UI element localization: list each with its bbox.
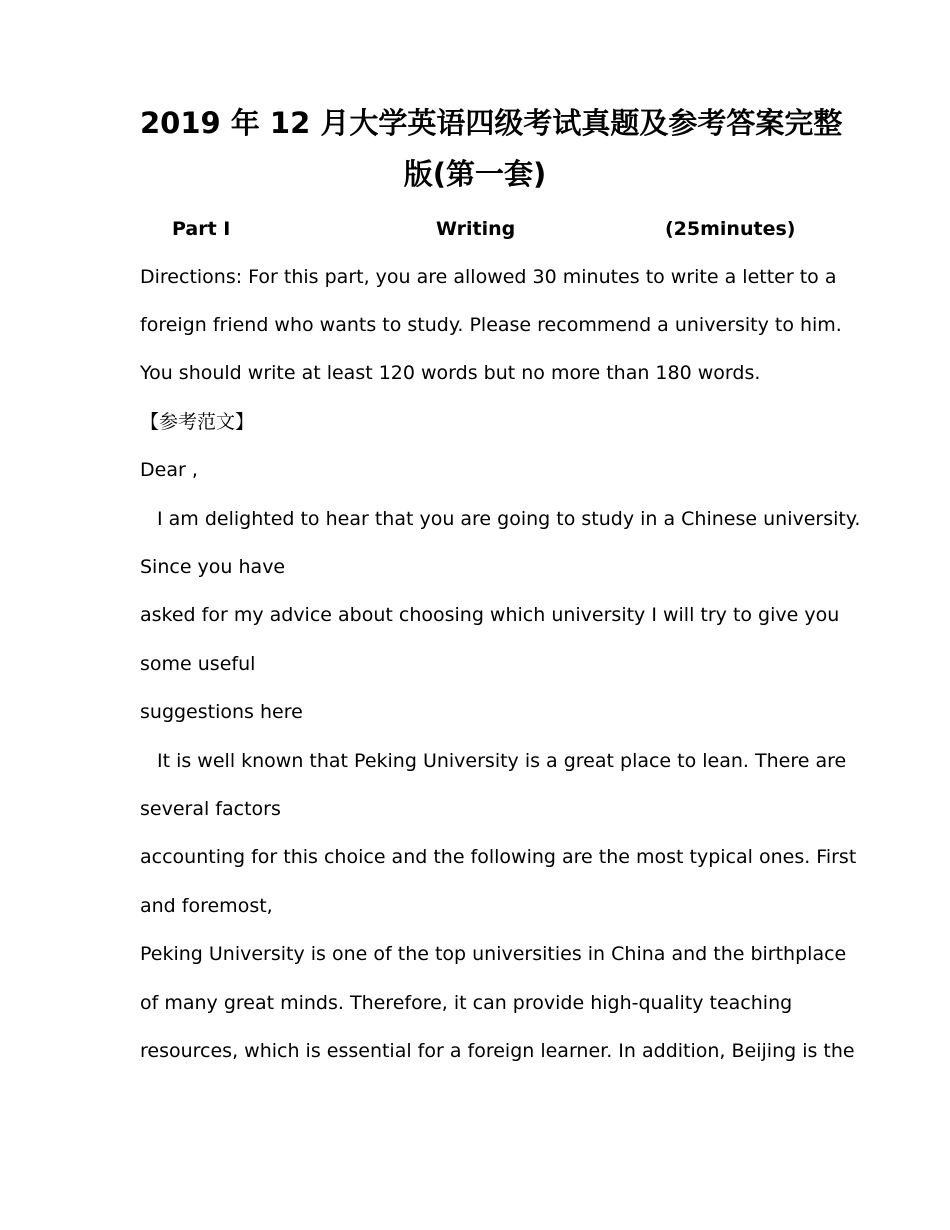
essay-line: accounting for this choice and the following are the most typical ones. First	[140, 846, 857, 868]
directions-line: Directions: For this part, you are allowed 30 minutes to write a letter to a	[140, 266, 837, 288]
part-time-limit: (25minutes)	[665, 218, 796, 240]
essay-line: and foremost,	[140, 895, 273, 917]
essay-line: several factors	[140, 798, 281, 820]
essay-line: asked for my advice about choosing which university I will try to give you	[140, 604, 840, 626]
part-number: Part I	[172, 218, 231, 240]
part-header	[0, 214, 950, 244]
essay-line: some useful	[140, 653, 256, 675]
essay-line: Peking University is one of the top universities in China and the birthplace	[140, 943, 847, 965]
essay-line: Since you have	[140, 556, 286, 578]
essay-line: I am delighted to hear that you are going to study in a Chinese university.	[157, 508, 861, 530]
essay-line: suggestions here	[140, 701, 303, 723]
directions-line: foreign friend who wants to study. Please recommend a university to him.	[140, 314, 842, 336]
part-name: Writing	[436, 218, 516, 240]
letter-salutation: Dear ,	[140, 459, 198, 481]
sample-essay-heading: 【参考范文】	[140, 411, 255, 433]
essay-line: of many great minds. Therefore, it can provide high-quality teaching	[140, 992, 793, 1014]
document-title-line-1: 2019 年 12 月大学英语四级考试真题及参考答案完整	[140, 106, 843, 140]
document-title-line-2: 版(第一套)	[403, 157, 547, 191]
essay-line: It is well known that Peking University is a great place to lean. There are	[157, 750, 847, 772]
essay-line: resources, which is essential for a foreign learner. In addition, Beijing is the	[140, 1040, 855, 1062]
directions-line: You should write at least 120 words but no more than 180 words.	[140, 362, 761, 384]
